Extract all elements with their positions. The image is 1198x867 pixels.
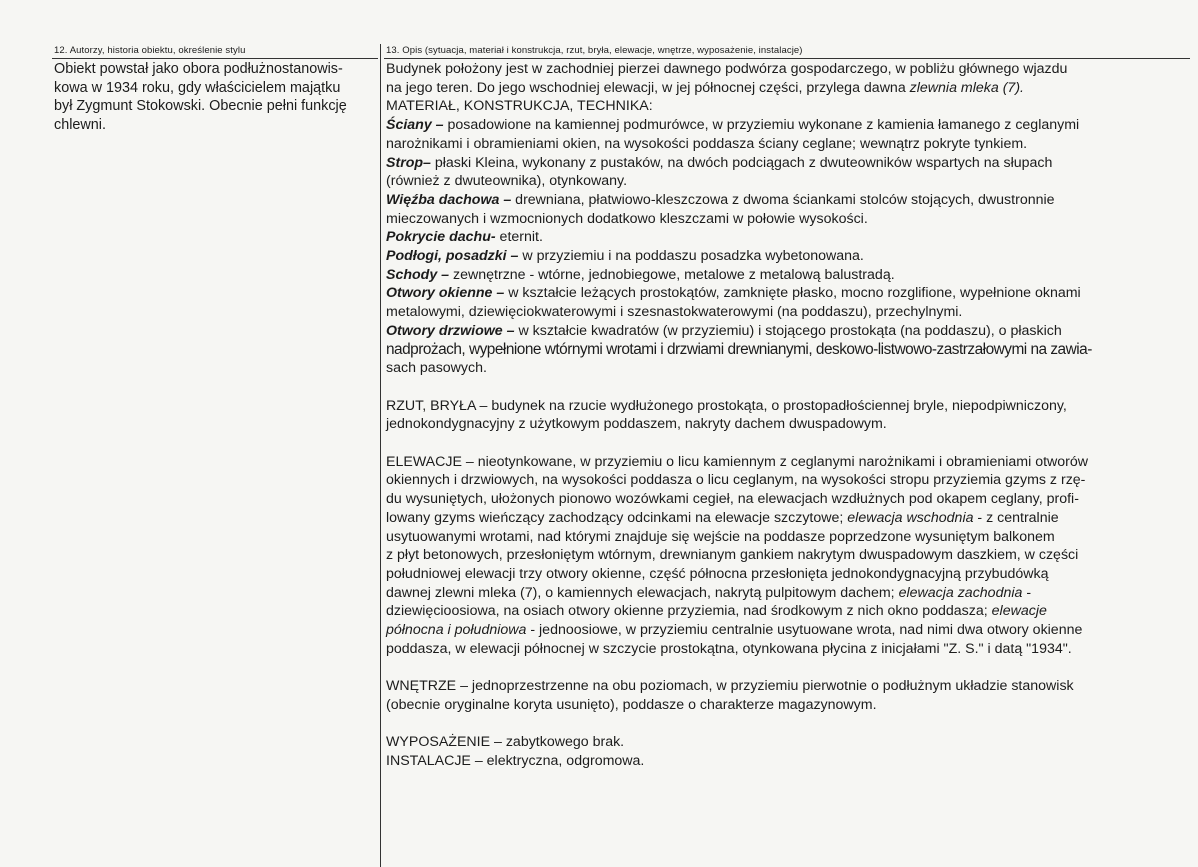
elevations-line: południowej elewacji trzy otwory okienne, część północna przesłonięta jednokondygnacyjną przybudówką — [386, 565, 1049, 582]
interior-text: jednoprzestrzenne na obu poziomach, w przyziemiu pierwotnie o podłużnym układzie stanowisk — [467, 678, 1074, 695]
ceiling-line: (również z dwuteownika), otynkowany. — [386, 173, 628, 190]
elevations-line: poddasza, w elewacji północnej w szczycie prostokątna, otynkowana płycina z inicjałami "Z. S." i datą "1934". — [386, 640, 1072, 657]
elevations-line: du wysuniętych, ułożonych pionowo wozówkami cegieł, na elewacjach wzdłużnych pod okapem ceglany, profi- — [386, 491, 1079, 508]
ceiling-line — [386, 154, 1190, 173]
stairs-term: Schody – — [386, 266, 450, 283]
history-header: 12. Autorzy, historia obiektu, określenie stylu — [52, 44, 378, 59]
spacer — [386, 658, 1190, 677]
stairs-line — [386, 266, 1190, 285]
ceiling-term: Strop– — [386, 154, 431, 171]
walls-line — [386, 116, 1190, 135]
elevations-italic: elewacja wschodnia — [847, 509, 974, 526]
doors-text: w kształcie kwadratów (w przyziemiu) i stojącego prostokąta (na poddaszu), o płaskich — [514, 322, 1062, 339]
elevations-italic: elewacja zachodnia — [898, 584, 1023, 601]
elevations-text: - — [1022, 584, 1032, 601]
history-line: Obiekt powstał jako obora podłużnostanowis- — [54, 61, 343, 77]
elevations-line — [386, 584, 1190, 603]
plan-line — [386, 397, 1190, 416]
material-heading: MATERIAŁ, KONSTRUKCJA, TECHNIKA: — [386, 98, 653, 115]
walls-term: Ściany – — [386, 117, 444, 134]
intro-text: na jego teren. Do jego wschodniej elewacji, w jej północnej części, przylega dawna — [386, 79, 910, 96]
elevations-line — [386, 453, 1190, 472]
history-line: chlewni. — [54, 116, 106, 133]
description-text — [384, 59, 1190, 771]
intro-line: Budynek położony jest w zachodniej pierzei dawnego podwórza gospodarczego, w pobliżu głównego wjazdu — [386, 61, 1068, 77]
equipment-line — [386, 733, 1190, 752]
spacer — [386, 434, 1190, 453]
plan-term: RZUT, BRYŁA – — [386, 397, 488, 414]
installations-term: INSTALACJE – — [386, 752, 483, 769]
roofing-line — [386, 228, 1190, 247]
stairs-text: zewnętrzne - wtórne, jednobiegowe, metalowe z metalową balustradą. — [449, 266, 895, 283]
history-column — [52, 44, 378, 134]
doors-line: sach pasowych. — [386, 360, 487, 377]
interior-term: WNĘTRZE – — [386, 678, 468, 695]
windows-term: Otwory okienne – — [386, 285, 505, 302]
description-header: 13. Opis (sytuacja, materiał i konstrukcja, rzut, bryła, elewacje, wnętrze, wyposażenie, instalacje) — [384, 44, 1190, 59]
plan-line: jednokondygnacyjny z użytkowym poddaszem, nakryty dachem dwuspadowym. — [386, 416, 887, 433]
elevations-term: ELEWACJE – — [386, 453, 474, 470]
floors-line — [386, 247, 1190, 266]
equipment-text: zabytkowego brak. — [501, 734, 625, 751]
windows-line — [386, 284, 1190, 303]
ceiling-text: płaski Kleina, wykonany z pustaków, na dwóch podciągach z dwuteowników wspartych na słupach — [430, 154, 1053, 171]
installations-text: elektryczna, odgromowa. — [482, 752, 645, 769]
document-sheet — [52, 44, 1192, 867]
interior-line — [386, 677, 1190, 696]
elevations-text: dawnej zlewni mleka (7), o kamiennych elewacjach, nakrytą pulpitowym dachem; — [386, 584, 899, 601]
plan-text: budynek na rzucie wydłużonego prostokąta, o prostopadłościennej bryle, niepodpiwniczony, — [487, 397, 1067, 414]
walls-text: posadowione na kamiennej podmurówce, w przyziemiu wykonane z kamienia łamanego z ceglanymi — [443, 117, 1080, 134]
elevations-line: usytuowanymi wrotami, nad którymi znajduje się wejście na poddasze poprzedzone wysuniętym balkonem — [386, 528, 1055, 545]
elevations-text: lowany gzyms wieńczący zachodzący odcinkami na elewacje szczytowe; — [386, 509, 848, 526]
installations-line — [386, 752, 1190, 771]
windows-text: w kształcie leżących prostokątów, zamknięte płasko, mocno rozglifione, wypełnione oknami — [504, 285, 1081, 302]
history-text — [52, 59, 378, 134]
elevations-text: nieotynkowane, w przyziemiu o licu kamiennym z ceglanymi narożnikami i obramieniami otworów — [473, 453, 1089, 470]
windows-line: metalowymi, dziewięciokwaterowymi i szesnastokwaterowymi (na poddaszu), przechylnymi. — [386, 304, 963, 321]
column-divider — [380, 44, 381, 867]
roofing-text: eternit. — [495, 229, 543, 246]
elevations-text: dziewięcioosiowa, na osiach otwory okienne przyziemia, nad środkowym z nich okno poddasza; — [386, 603, 992, 620]
intro-italic: zlewnia mleka (7). — [909, 79, 1024, 96]
roof-truss-term: Więźba dachowa – — [386, 191, 512, 208]
doors-line: nadprożach, wypełnione wtórnymi wrotami i drzwiami drewnianymi, deskowo-listwowo-zastrzałowymi na zawia- — [386, 340, 1092, 358]
elevations-line — [386, 509, 1190, 528]
spacer — [386, 715, 1190, 734]
roof-truss-line: mieczowanych i wzmocnionych dodatkowo kleszczami w połowie wysokości. — [386, 210, 868, 227]
elevations-line — [386, 602, 1190, 621]
spacer — [386, 378, 1190, 397]
walls-line: narożnikami i obramieniami okien, na wysokości poddasza ściany ceglane; wewnątrz pokryte tynkiem. — [386, 135, 1028, 152]
elevations-italic: północna i południowa — [386, 622, 527, 639]
elevations-text: - jednoosiowe, w przyziemiu centralnie usytuowane wrota, nad nimi dwa otwory okienne — [526, 622, 1083, 639]
elevations-italic: elewacje — [991, 603, 1047, 620]
elevations-line — [386, 621, 1190, 640]
equipment-term: WYPOSAŻENIE – — [386, 734, 502, 751]
floors-term: Podłogi, posadzki – — [386, 248, 519, 265]
elevations-line: z płyt betonowych, przesłoniętym wtórnym, drewnianym gankiem nakrytym dwuspadowym daszkiem, w części — [386, 547, 1079, 564]
history-line: kowa w 1934 roku, gdy właścicielem majątku — [54, 79, 341, 96]
elevations-text: - z centralnie — [973, 509, 1059, 526]
roof-truss-line — [386, 191, 1190, 210]
interior-line: (obecnie oryginalne koryta usunięto), poddasze o charakterze magazynowym. — [386, 696, 877, 713]
intro-line — [386, 79, 1190, 98]
floors-text: w przyziemiu i na poddaszu posadzka wybetonowana. — [518, 248, 864, 265]
roof-truss-text: drewniana, płatwiowo-kleszczowa z dwoma ściankami stolców stojących, dwustronnie — [511, 191, 1055, 208]
history-line: był Zygmunt Stokowski. Obecnie pełni funkcję — [54, 98, 347, 114]
roofing-term: Pokrycie dachu- — [386, 229, 496, 246]
doors-term: Otwory drzwiowe – — [386, 322, 515, 339]
elevations-line: okiennych i drzwiowych, na wysokości poddasza o licu ceglanym, na wysokości stropu przyziemia gzyms z rzę- — [386, 472, 1086, 489]
doors-line — [386, 322, 1190, 341]
description-column — [384, 44, 1190, 771]
